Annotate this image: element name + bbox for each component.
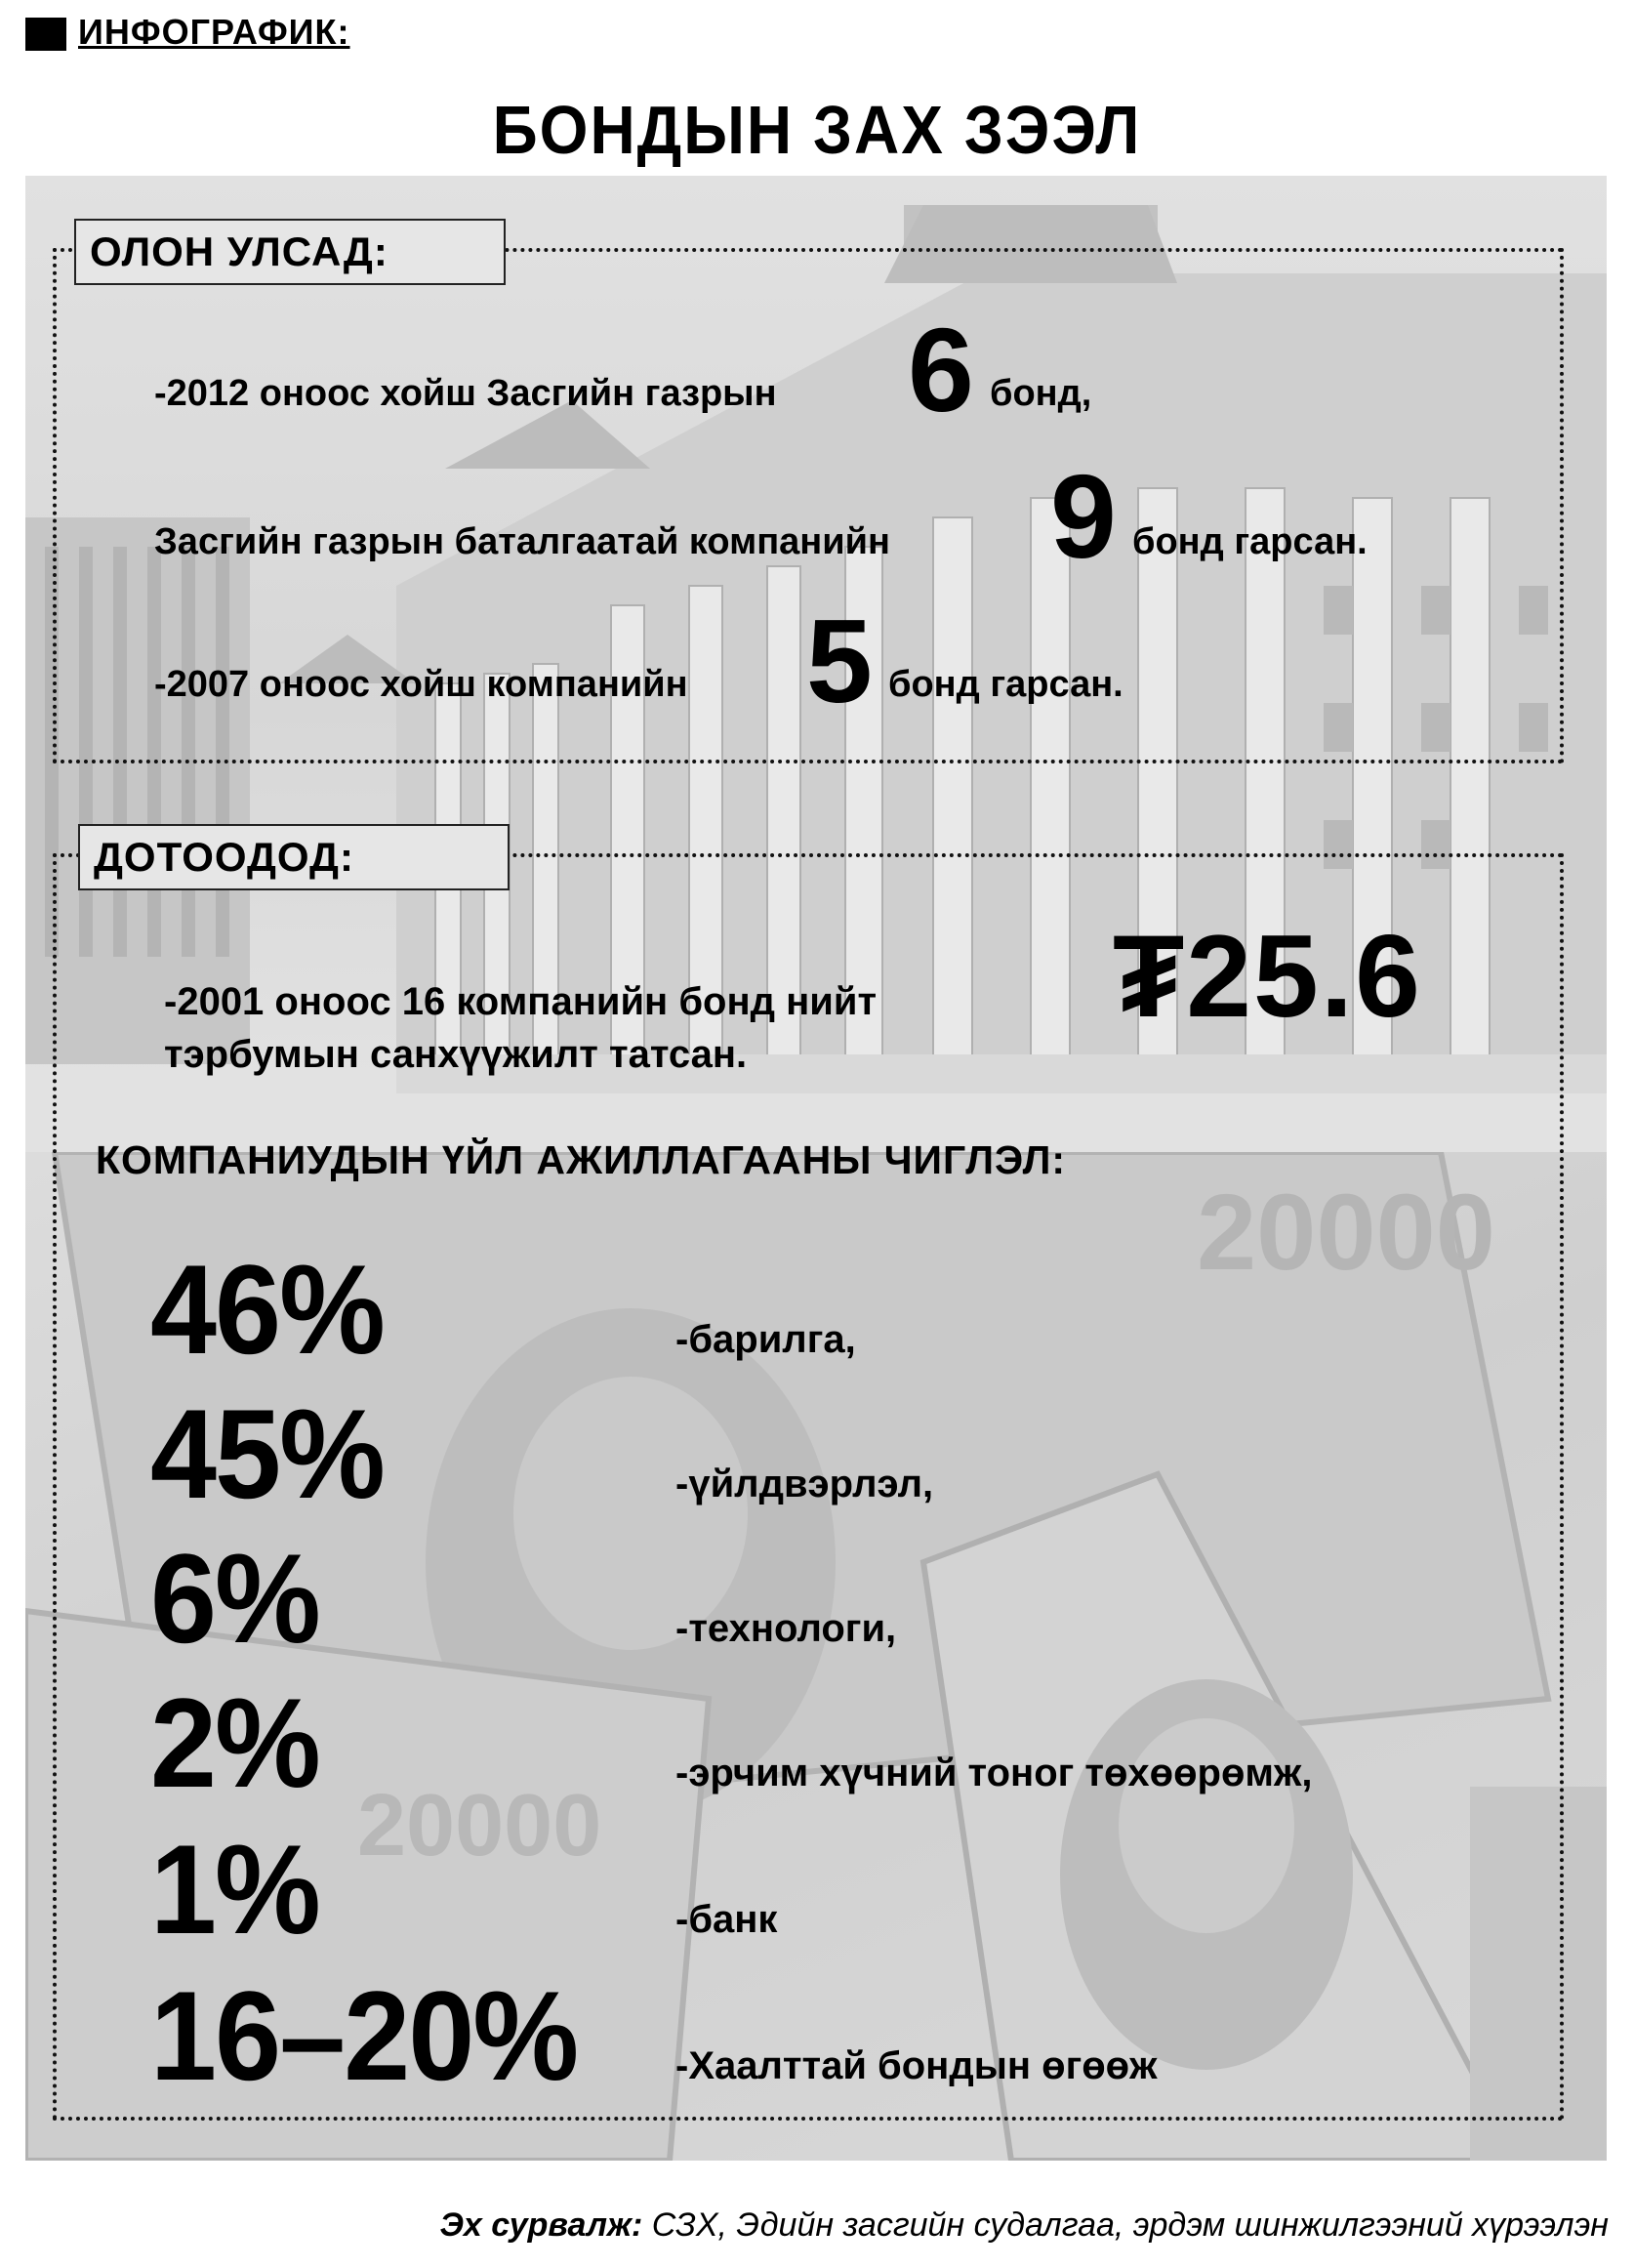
sector-value: 16–20% [150, 1964, 578, 2107]
intl-line-3-suffix: бонд гарсан. [888, 664, 1123, 705]
international-tag: ОЛОН УЛСАД: [74, 219, 506, 285]
sector-label: -технологи, [675, 1607, 897, 1650]
intl-line-1-text: -2012 оноос хойш Засгийн газрын [154, 373, 777, 414]
source-text: СЗХ, Эдийн засгийн судалгаа, эрдэм шинжилгээний хүрээлэн [642, 2206, 1609, 2244]
section-label: ИНФОГРАФИК: [78, 12, 350, 52]
sector-label: -барилга, [675, 1318, 856, 1361]
intl-line-2-text: Засгийн газрын баталгаатай компанийн [154, 521, 890, 562]
domestic-text-line-2: тэрбумын санхүүжилт татсан. [164, 1033, 748, 1076]
intl-line-3-number: 5 [806, 595, 873, 727]
sector-value: 45% [150, 1382, 384, 1525]
domestic-tag: ДОТООДОД: [78, 824, 510, 890]
sector-value: 1% [150, 1818, 319, 1960]
sector-label: -эрчим хүчний тоног төхөөрөмж, [675, 1752, 1313, 1794]
svg-text:20000: 20000 [357, 1777, 602, 1875]
sector-value: 46% [150, 1238, 384, 1381]
sector-value: 6% [150, 1527, 319, 1670]
intl-line-1-number: 6 [908, 304, 974, 436]
sector-label: -Хаалттай бондын өгөөж [675, 2044, 1158, 2087]
intl-line-2-number: 9 [1050, 450, 1117, 583]
source-note [439, 2206, 1609, 2245]
intl-line-3-text: -2007 оноос хойш компанийн [154, 664, 688, 705]
domestic-amount: ₮25.6 [1113, 911, 1422, 1042]
header-marker [25, 18, 66, 51]
sector-label: -үйлдвэрлэл, [675, 1463, 934, 1505]
svg-text:20000: 20000 [1197, 1173, 1495, 1293]
source-label: Эх сурвалж: [439, 2206, 643, 2244]
intl-line-2-suffix: бонд гарсан. [1132, 521, 1368, 562]
domestic-text-line-1: -2001 оноос 16 компанийн бонд нийт [164, 980, 878, 1023]
intl-line-1-suffix: бонд, [990, 373, 1092, 414]
page-title: БОНДЫН ЗАХ ЗЭЭЛ [492, 92, 1142, 168]
sectors-heading: КОМПАНИУДЫН ҮЙЛ АЖИЛЛАГААНЫ ЧИГЛЭЛ: [96, 1137, 1067, 1182]
sector-value: 2% [150, 1671, 319, 1814]
sector-label: -банк [675, 1898, 778, 1941]
